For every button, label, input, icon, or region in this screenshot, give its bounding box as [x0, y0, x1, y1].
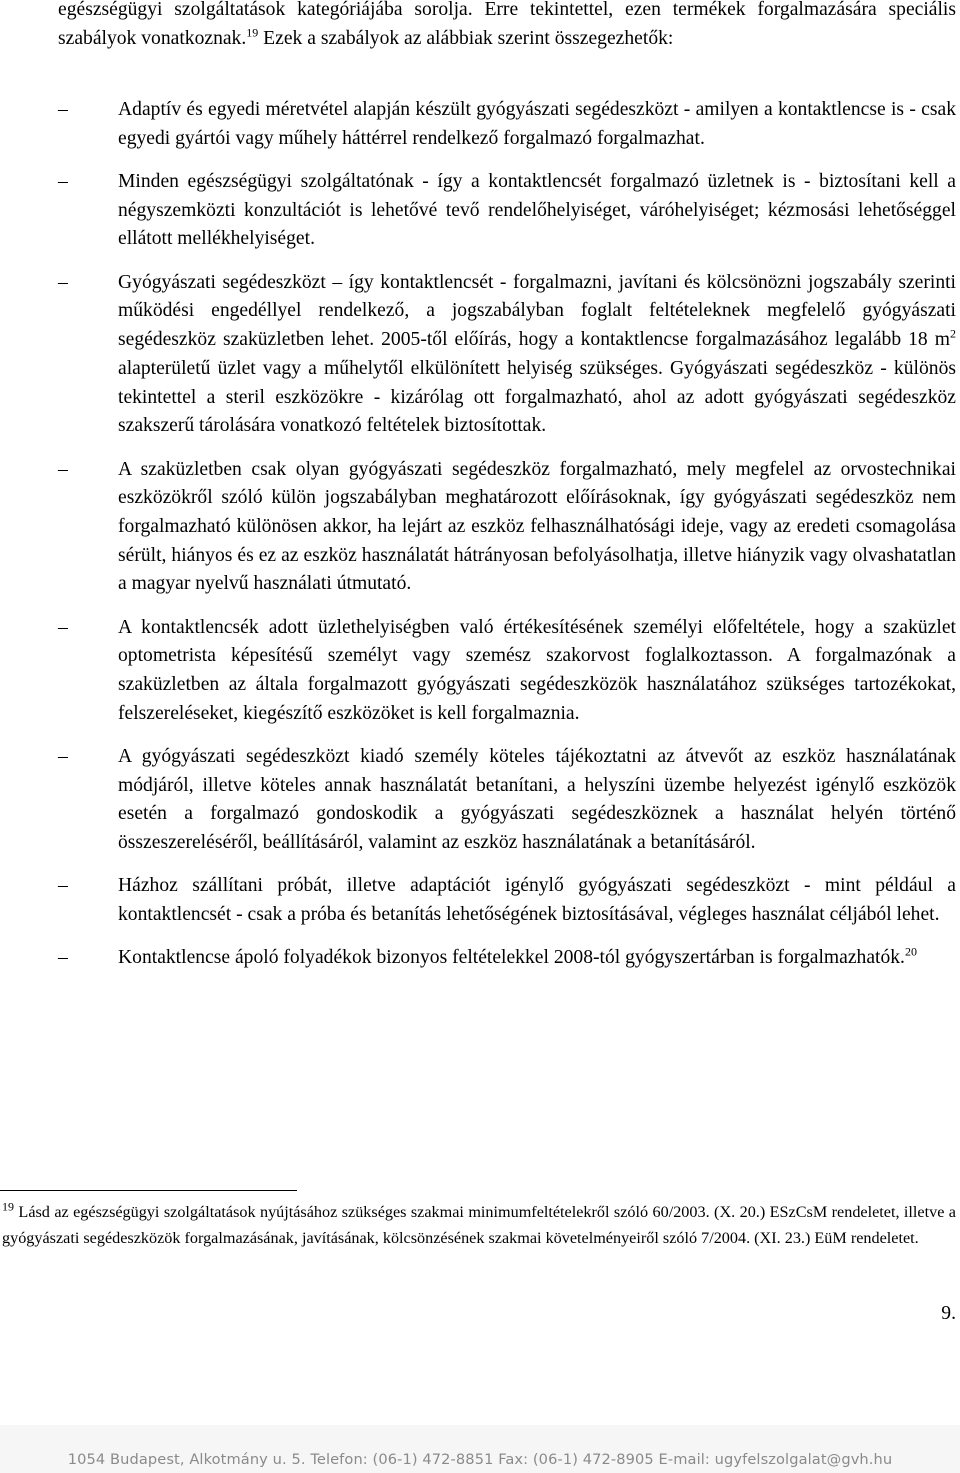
list-item	[58, 872, 956, 929]
list-item-text: Gyógyászati segédeszközt – így kontaktlencsét - forgalmazni, javítani és kölcsönözni jogszabály szerinti működési engedéllyel rendelkező, a jogszabályban foglalt feltételeknek megfelelő gyógyászati segédeszköz szaküzletben lehet. 2005-től előírás, hogy a kontaktlencse forgalmazásához legalább 18 m	[118, 271, 956, 351]
intro-text: egészségügyi szolgáltatások kategóriájába sorolja. Erre tekintettel, ezen termékek forgalmazására speciális szabályok vonatkoznak.	[58, 0, 956, 49]
list-item	[58, 269, 956, 441]
dash-bullet-icon: –	[58, 271, 68, 293]
list-item	[58, 944, 956, 973]
list-item	[58, 456, 956, 600]
footnote-ref-20[interactable]: 20	[904, 944, 917, 959]
intro-text-continued: Ezek a szabályok az alábbiak szerint összegezhetők:	[258, 27, 674, 49]
dash-bullet-icon: –	[58, 99, 68, 120]
footnote-19	[2, 1199, 956, 1251]
list-item-text-continued: alapterületű üzlet vagy a műhelytől elkülönített helyiség szükséges. Gyógyászati segédeszköz - különös tekintettel a steril eszközökre - kizárólag ott forgalmazható, ahol az adott gyógyászati segédeszköz szakszerű tárolására vonatkozó feltételek biztosítottak.	[118, 357, 956, 437]
dash-bullet-icon: –	[58, 746, 68, 768]
list-item-text: Házhoz szállítani próbát, illetve adaptációt igénylő gyógyászati segédeszközt - mint például a kontaktlencsét - csak a próba és betanítás lehetőségének biztosításával, végleges használat céljából lehet.	[118, 875, 956, 926]
list-item-text: Adaptív és egyedi méretvétel alapján készült gyógyászati segédeszközt - amilyen a kontaktlencse is - csak egyedi gyártói vagy műhely háttérrel rendelkező forgalmazó forgalmazhat.	[118, 99, 956, 149]
list-item	[58, 96, 956, 153]
dash-bullet-icon: –	[58, 616, 68, 638]
list-item	[58, 168, 956, 254]
page-number: 9.	[941, 1303, 956, 1324]
footer-contact: 1054 Budapest, Alkotmány u. 5. Telefon: (06-1) 472-8851 Fax: (06-1) 472-8905 E-mail: ugyfelszolgalat@gvh.hu	[67, 1451, 893, 1468]
list-item-text: Minden egészségügyi szolgáltatónak - így a kontaktlencsét forgalmazó üzletnek is - biztosítani kell a négyszemközti konzultációt is lehetővé tevő rendelőhelyiséget, váróhelyiséget; kézmosási lehetőséggel ellátott mellékhelyiséget.	[118, 171, 956, 250]
list-item	[58, 743, 956, 858]
list-item-text: Kontaktlencse ápoló folyadékok bizonyos feltételekkel 2008-tól gyógyszertárban is forgalmazhatók.	[118, 947, 905, 969]
list-item	[58, 614, 956, 729]
footnote-ref-19[interactable]: 19	[246, 25, 259, 40]
footnote-separator	[0, 1190, 297, 1191]
intro-paragraph	[58, 0, 956, 53]
footnote-text: Lásd az egészségügyi szolgáltatások nyújtásához szükséges szakmai minimumfeltételekről szóló 60/2003. (X. 20.) ESzCsM rendeletet, illetve a gyógyászati segédeszközök forgalmazásának, javításának, kölcsönzésének szakmai követelményeiről szóló 7/2004. (XI. 23.) EüM rendeletet.	[2, 1203, 956, 1247]
dash-bullet-icon: –	[58, 875, 68, 897]
list-item-text: A szaküzletben csak olyan gyógyászati segédeszköz forgalmazható, mely megfelel az orvostechnikai eszközökről szóló külön jogszabályban meghatározott előírásoknak, így gyógyászati segédeszköz nem forgalmazható különösen akkor, ha lejárt az eszköz felhasználhatósági ideje, vagy az eredeti csomagolása sérült, hiányos és ez az eszköz használatát hátrányosan befolyásolhatja, illetve hiányzik vagy olvashatatlan a magyar nyelvű használati útmutató.	[118, 458, 956, 595]
dash-bullet-icon: –	[58, 458, 68, 480]
footnote-number: 19	[2, 1199, 14, 1214]
list-item-text: A gyógyászati segédeszközt kiadó személy köteles tájékoztatni az átvevőt az eszköz használatának módjáról, illetve köteles annak használatát betanítani, a helyszíni üzembe helyezést igénylő eszközök esetén a forgalmazó gondoskodik a gyógyászati segédeszköznek a használat helyén történő összeszereléséről, beállításáról, valamint az eszköz használatának a betanításáról.	[118, 746, 956, 854]
list-item-text: A kontaktlencsék adott üzlethelyiségben való értékesítésének személyi előfeltétele, hogy a szaküzlet optometrista képesítésű személyt vagy szemész szakorvost foglalkoztasson. A forgalmazónak a szaküzletben az általa forgalmazott gyógyászati segédeszközök használatához szükséges tartozékokat, felszereléseket, kiegészítő eszközöket is kell forgalmaznia.	[118, 616, 956, 724]
superscript-2: 2	[950, 326, 956, 341]
dash-bullet-icon: –	[58, 171, 68, 192]
dash-bullet-icon: –	[58, 947, 68, 969]
rules-list	[58, 96, 956, 988]
